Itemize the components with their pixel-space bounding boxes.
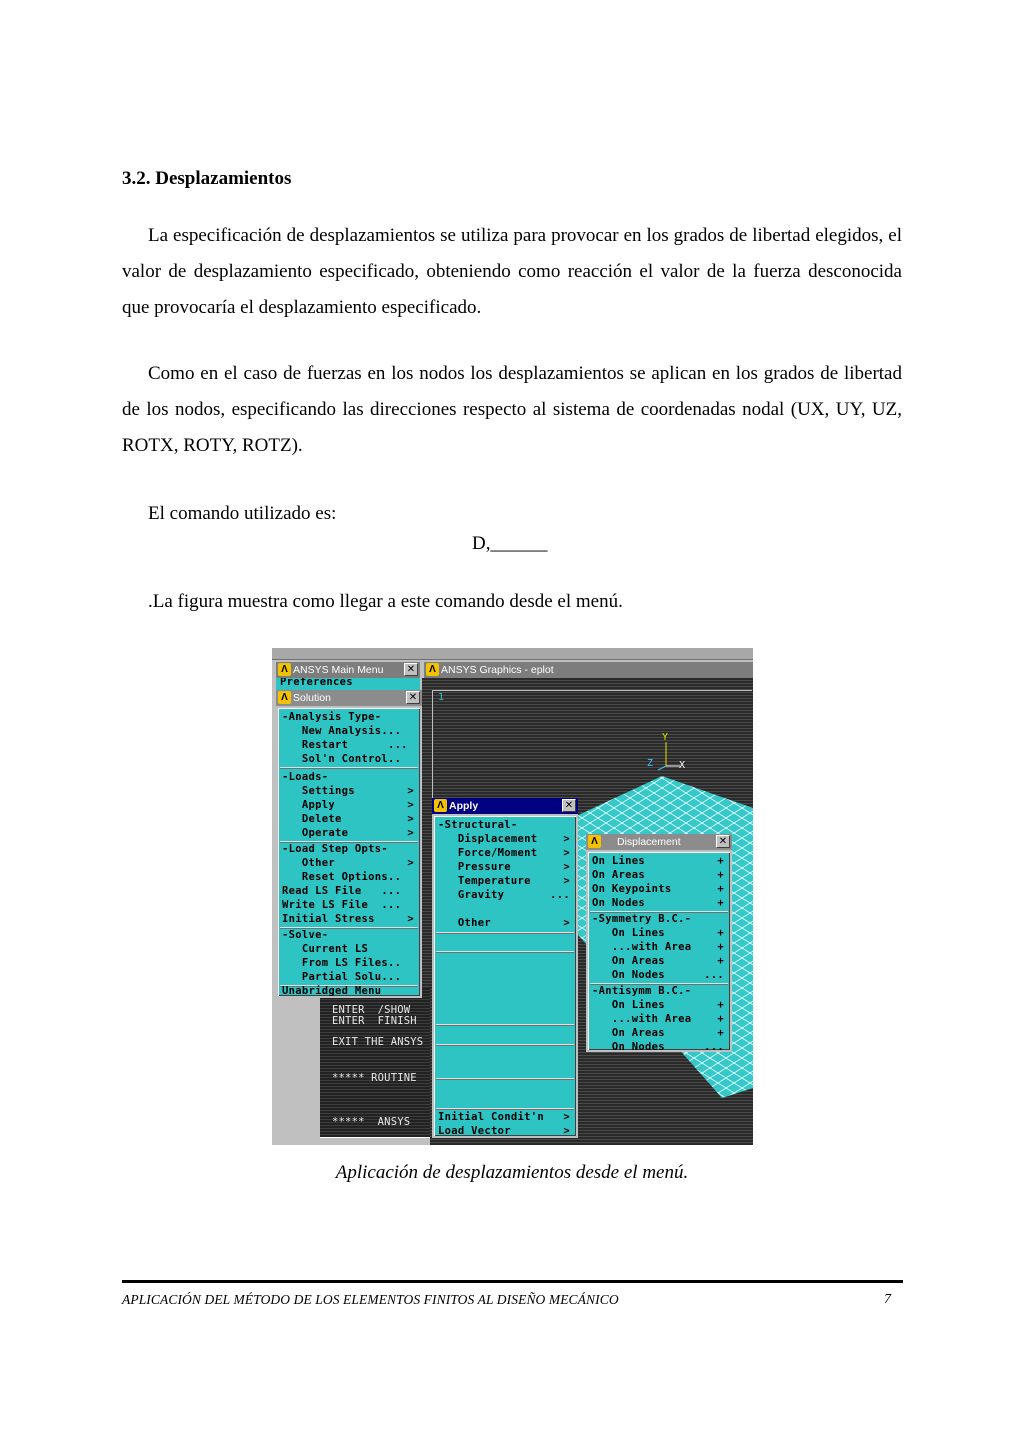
section-heading: 3.2. Desplazamientos — [122, 168, 292, 189]
displacement-item-label: On Areas — [592, 955, 665, 967]
displacement-menu — [586, 850, 732, 1052]
submenu-arrow-icon: > — [563, 875, 570, 887]
displacement-item[interactable] — [592, 896, 726, 910]
displacement-item[interactable] — [592, 882, 726, 896]
output-window — [320, 988, 430, 1145]
command-text: D,______ — [472, 533, 548, 554]
solution-item-operate[interactable] — [282, 826, 416, 840]
apply-item: -Structural- — [438, 819, 518, 831]
displacement-item[interactable] — [592, 1012, 726, 1026]
apply-menu — [432, 814, 578, 1138]
dialog-ellipsis-icon: ... — [550, 889, 570, 901]
pick-icon: + — [717, 869, 724, 881]
paragraph-2-text: Como en el caso de fuerzas en los nodos los desplazamientos se aplican en los grados de libertad de los nodos, especificando las direcciones respecto al sistema de coordenadas nodal (UX, UY, UZ, ROTX, ROTY, ROTZ). — [122, 363, 902, 456]
submenu-arrow-icon: > — [563, 833, 570, 845]
displacement-item-label: On Lines — [592, 999, 665, 1011]
displacement-item-label: On Keypoints — [592, 883, 672, 895]
displacement-item-label: On Areas — [592, 869, 645, 881]
solution-item-initial-stress[interactable] — [282, 912, 416, 926]
unabridged-menu-item[interactable]: Unabridged Menu — [282, 985, 382, 997]
menu-separator — [436, 1078, 574, 1080]
apply-titlebar[interactable] — [432, 798, 578, 814]
apply-title: Apply — [449, 800, 479, 812]
submenu-arrow-icon: > — [563, 861, 570, 873]
displacement-item[interactable] — [592, 998, 726, 1012]
graphics-title: ANSYS Graphics - eplot — [441, 664, 554, 676]
solution-item[interactable]: New Analysis... — [282, 725, 402, 737]
apply-item-label: Force/Moment — [438, 847, 538, 859]
close-icon[interactable]: ✕ — [562, 799, 576, 812]
submenu-arrow-icon: > — [563, 1111, 570, 1123]
solution-title: Solution — [293, 692, 331, 704]
close-icon[interactable]: ✕ — [406, 691, 420, 704]
ansys-logo-icon: Λ — [278, 663, 291, 676]
output-line: ***** ANSYS — [332, 1116, 411, 1128]
output-scrollbar[interactable] — [320, 1137, 430, 1145]
solution-item[interactable]: Partial Solu... — [282, 971, 402, 983]
paragraph-1 — [122, 218, 902, 326]
apply-item-displacement[interactable] — [438, 832, 572, 846]
displacement-item-label: On Lines — [592, 855, 645, 867]
output-line: ***** ROUTINE — [332, 1072, 417, 1084]
paragraph-3-text: El comando utilizado es: — [148, 503, 337, 524]
solution-titlebar[interactable] — [276, 690, 422, 706]
apply-item-load-vector[interactable] — [438, 1124, 572, 1138]
pick-icon: + — [717, 1013, 724, 1025]
submenu-arrow-icon: > — [563, 917, 570, 929]
solution-menu — [276, 706, 422, 998]
displacement-item[interactable] — [592, 954, 726, 968]
graphics-titlebar — [424, 662, 753, 678]
menu-separator — [436, 1044, 574, 1046]
displacement-item: -Symmetry B.C.- — [592, 913, 692, 925]
ansys-logo-icon: Λ — [588, 835, 601, 848]
apply-item-label: Other — [438, 917, 491, 929]
displacement-item[interactable] — [592, 854, 726, 868]
main-menu-titlebar[interactable] — [276, 662, 420, 678]
paragraph-4-text: .La figura muestra como llegar a este comando desde el menú. — [148, 591, 623, 612]
apply-item-other[interactable] — [438, 916, 572, 930]
apply-item-label: Displacement — [438, 833, 538, 845]
displacement-titlebar[interactable] — [586, 834, 732, 850]
menu-separator — [436, 1024, 574, 1026]
menu-separator — [280, 767, 418, 769]
figure-caption: Aplicación de desplazamientos desde el menú. — [335, 1162, 689, 1183]
solution-item-label: Apply — [282, 799, 335, 811]
displacement-item[interactable] — [592, 968, 726, 982]
footer-title: APLICACIÓN DEL MÉTODO DE LOS ELEMENTOS FINITOS AL DISEÑO MECÁNICO — [122, 1292, 619, 1307]
solution-item[interactable]: Sol'n Control.. — [282, 753, 402, 765]
solution-item-other[interactable] — [282, 856, 416, 870]
solution-item: -Solve- — [282, 929, 329, 941]
solution-item: -Analysis Type- — [282, 711, 382, 723]
ansys-logo-icon: Λ — [426, 663, 439, 676]
submenu-arrow-icon: > — [563, 1125, 570, 1137]
close-icon[interactable]: ✕ — [716, 835, 730, 848]
solution-item-label: Delete — [282, 813, 342, 825]
menu-separator — [436, 932, 574, 934]
axis-z-label: Z — [647, 758, 654, 769]
menu-separator — [436, 951, 574, 953]
paragraph-2 — [122, 356, 902, 464]
pick-icon: + — [717, 1027, 724, 1039]
footer-rule — [122, 1280, 903, 1283]
solution-item-label: Settings — [282, 785, 355, 797]
apply-item-temperature[interactable] — [438, 874, 572, 888]
solution-item[interactable]: Current LS — [282, 943, 369, 955]
pick-icon: + — [717, 883, 724, 895]
solution-item-apply[interactable] — [282, 798, 416, 812]
submenu-arrow-icon: > — [563, 847, 570, 859]
submenu-arrow-icon: > — [407, 813, 414, 825]
apply-item-pressure[interactable] — [438, 860, 572, 874]
displacement-item-label: ...with Area — [592, 1013, 692, 1025]
pick-icon: + — [717, 999, 724, 1011]
solution-item: -Loads- — [282, 771, 329, 783]
dialog-ellipsis-icon: ... — [704, 1041, 724, 1053]
displacement-item-label: On Nodes — [592, 897, 645, 909]
submenu-arrow-icon: > — [407, 913, 414, 925]
submenu-arrow-icon: > — [407, 785, 414, 797]
displacement-item-label: On Areas — [592, 1027, 665, 1039]
submenu-arrow-icon: > — [407, 827, 414, 839]
solution-item[interactable]: Write LS File ... — [282, 899, 402, 911]
displacement-item-label: On Lines — [592, 927, 665, 939]
screen-top-bar — [272, 648, 753, 660]
solution-item-settings[interactable] — [282, 784, 416, 798]
dialog-ellipsis-icon: ... — [704, 969, 724, 981]
pick-icon: + — [717, 855, 724, 867]
pick-icon: + — [717, 955, 724, 967]
apply-item-gravity[interactable] — [438, 888, 572, 902]
solution-item-label: Other — [282, 857, 335, 869]
solution-item: -Load Step Opts- — [282, 843, 388, 855]
ansys-logo-icon: Λ — [434, 799, 447, 812]
apply-item-label: Pressure — [438, 861, 511, 873]
ansys-logo-icon: Λ — [278, 691, 291, 704]
apply-item-label: Gravity — [438, 889, 505, 901]
ansys-screenshot — [272, 648, 753, 1145]
main-menu-item-preferences[interactable]: Preferences — [280, 678, 353, 688]
displacement-item-label: On Nodes — [592, 1041, 665, 1053]
page-number: 7 — [884, 1292, 891, 1307]
displacement-item-label: ...with Area — [592, 941, 692, 953]
pick-icon: + — [717, 941, 724, 953]
paragraph-3 — [122, 496, 902, 532]
pick-icon: + — [717, 897, 724, 909]
main-menu-title: ANSYS Main Menu — [293, 664, 384, 676]
axis-y-label: Y — [662, 732, 669, 743]
main-menu-strip — [276, 678, 420, 690]
solution-item-delete[interactable] — [282, 812, 416, 826]
displacement-item[interactable] — [592, 940, 726, 954]
solution-item[interactable]: Read LS File ... — [282, 885, 402, 897]
submenu-arrow-icon: > — [407, 799, 414, 811]
window-number-label: 1 — [438, 692, 445, 703]
submenu-arrow-icon: > — [407, 857, 414, 869]
apply-item-force-moment[interactable] — [438, 846, 572, 860]
paragraph-1-text: La especificación de desplazamientos se utiliza para provocar en los grados de libertad elegidos, el valor de desplazamiento especificado, obteniendo como reacción el valor de la fuerza desconocida que provocaría el desplazamiento especificado. — [122, 225, 902, 318]
output-line: ENTER FINISH — [332, 1015, 417, 1027]
output-line: ENTER /SHOW — [332, 1004, 411, 1016]
displacement-title: Displacement — [617, 836, 681, 848]
displacement-item[interactable] — [592, 868, 726, 882]
apply-item-label: Initial Condit'n — [438, 1111, 544, 1123]
displacement-item[interactable] — [592, 1040, 726, 1052]
apply-item-disabled — [438, 902, 572, 916]
pick-icon: + — [717, 927, 724, 939]
displacement-item[interactable] — [592, 926, 726, 940]
displacement-item: -Antisymm B.C.- — [592, 985, 692, 997]
solution-item[interactable]: Reset Options.. — [282, 871, 402, 883]
displacement-item-label: On Nodes — [592, 969, 665, 981]
solution-item-label: Initial Stress — [282, 913, 375, 925]
solution-item[interactable]: From LS Files.. — [282, 957, 402, 969]
axis-x-label: X — [679, 760, 686, 771]
solution-item-label: Operate — [282, 827, 349, 839]
paragraph-4 — [122, 584, 902, 620]
close-icon[interactable]: ✕ — [404, 663, 418, 676]
solution-item[interactable]: Restart ... — [282, 739, 408, 751]
output-line: EXIT THE ANSYS — [332, 1036, 424, 1048]
apply-item-label: Temperature — [438, 875, 531, 887]
apply-item-label: Load Vector — [438, 1125, 511, 1137]
displacement-item[interactable] — [592, 1026, 726, 1040]
apply-item-initial-condition[interactable] — [438, 1110, 572, 1124]
